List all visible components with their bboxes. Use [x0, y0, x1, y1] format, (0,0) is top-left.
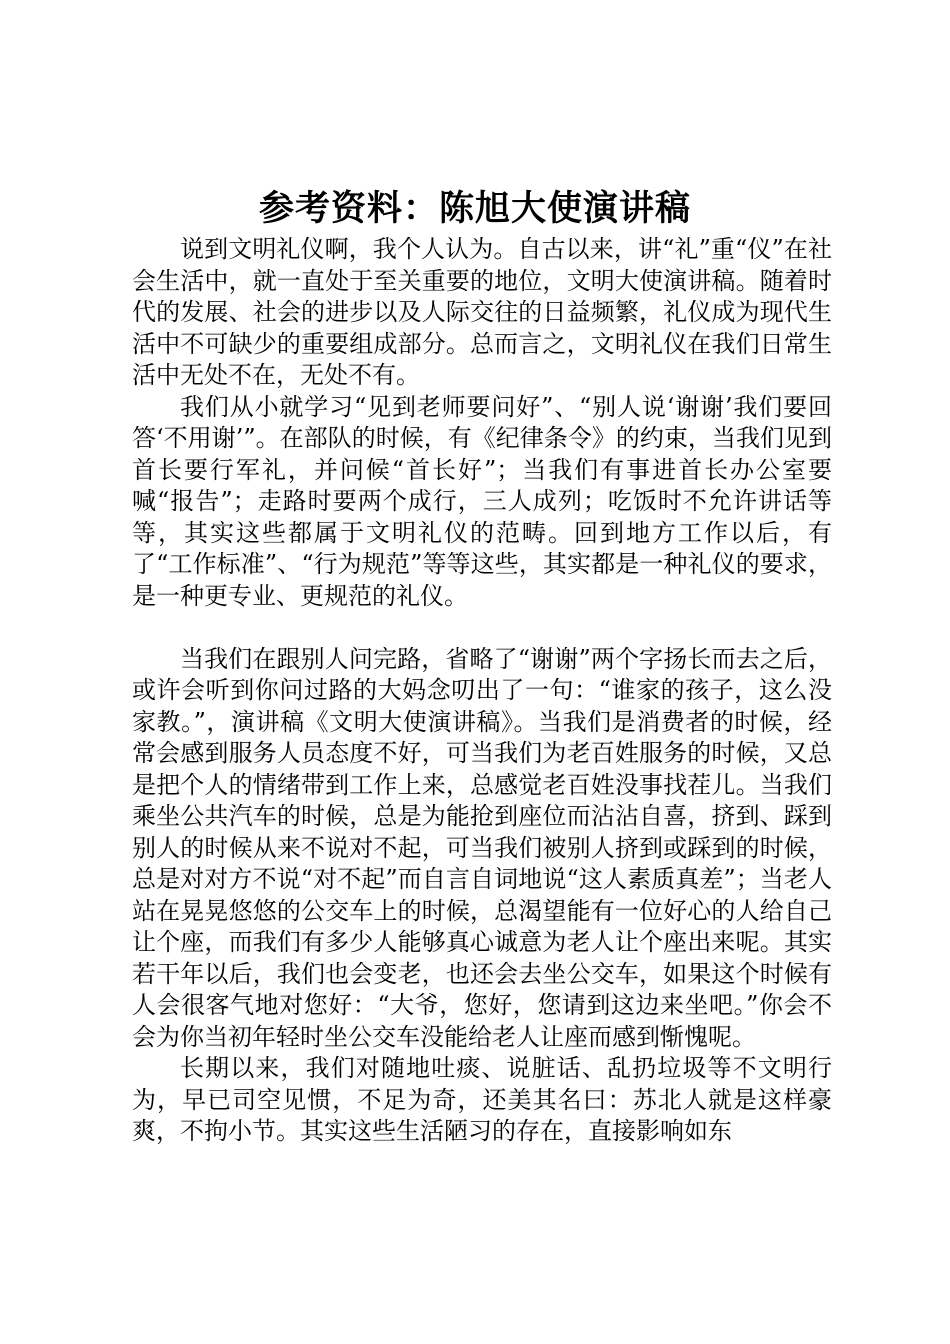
document-title: 参考资料：陈旭大使演讲稿	[258, 188, 691, 229]
paragraph-3: 当我们在跟别人问完路，省略了“谢谢”两个字扬长而去之后，或许会听到你问过路的大妈念叨出了一句：“谁家的孩子，这么没家教。”，演讲稿《文明大使演讲稿》。当我们是消费者的时候，经常会感到服务人员态度不好，可当我们为老百姓服务的时候，又总是把个人的情绪带到工作上来，总感觉老百姓没事找茬儿。当我们乘坐公共汽车的时候，总是为能抢到座位而沾沾自喜，挤到、踩到别人的时候从来不说对不起，可当我们被别人挤到或踩到的时候，总是对对方不说“对不起”而自言自词地说“这人素质真差”；当老人站在晃晃悠悠的公交车上的时候，总渴望能有一位好心的人给自己让个座，而我们有多少人能够真心诚意为老人让个座出来呢。其实若干年以后，我们也会变老，也还会去坐公交车，如果这个时候有人会很客气地对您好：“大爷，您好，您请到这边来坐吧。”你会不会为你当初年轻时坐公交车没能给老人让座而感到惭愧呢。	[132, 644, 832, 1051]
document-body	[132, 234, 832, 1148]
paragraph-1: 说到文明礼仪啊，我个人认为。自古以来，讲“礼”重“仪”在社会生活中，就一直处于至关重要的地位，文明大使演讲稿。随着时代的发展、社会的进步以及人际交往的日益频繁，礼仪成为现代生活中不可缺少的重要组成部分。总而言之，文明礼仪在我们日常生活中无处不在，无处不有。	[132, 235, 832, 389]
paragraph-2: 我们从小就学习“见到老师要问好”、“别人说‘谢谢’我们要回答‘不用谢’”。在部队的时候，有《纪律条令》的约束，当我们见到首长要行军礼，并问候“首长好”；当我们有事进首长办公室要喊“报告”；走路时要两个成行，三人成列；吃饭时不允许讲话等等，其实这些都属于文明礼仪的范畴。回到地方工作以后，有了“工作标准”、“行为规范”等等这些，其实都是一种礼仪的要求，是一种更专业、更规范的礼仪。	[132, 392, 832, 610]
paragraph-4: 长期以来，我们对随地吐痰、说脏话、乱扔垃圾等不文明行为，早已司空见惯，不足为奇，还美其名曰：苏北人就是这样豪爽，不拘小节。其实这些生活陋习的存在，直接影响如东	[132, 1054, 832, 1145]
paragraph-spacer	[132, 612, 832, 644]
